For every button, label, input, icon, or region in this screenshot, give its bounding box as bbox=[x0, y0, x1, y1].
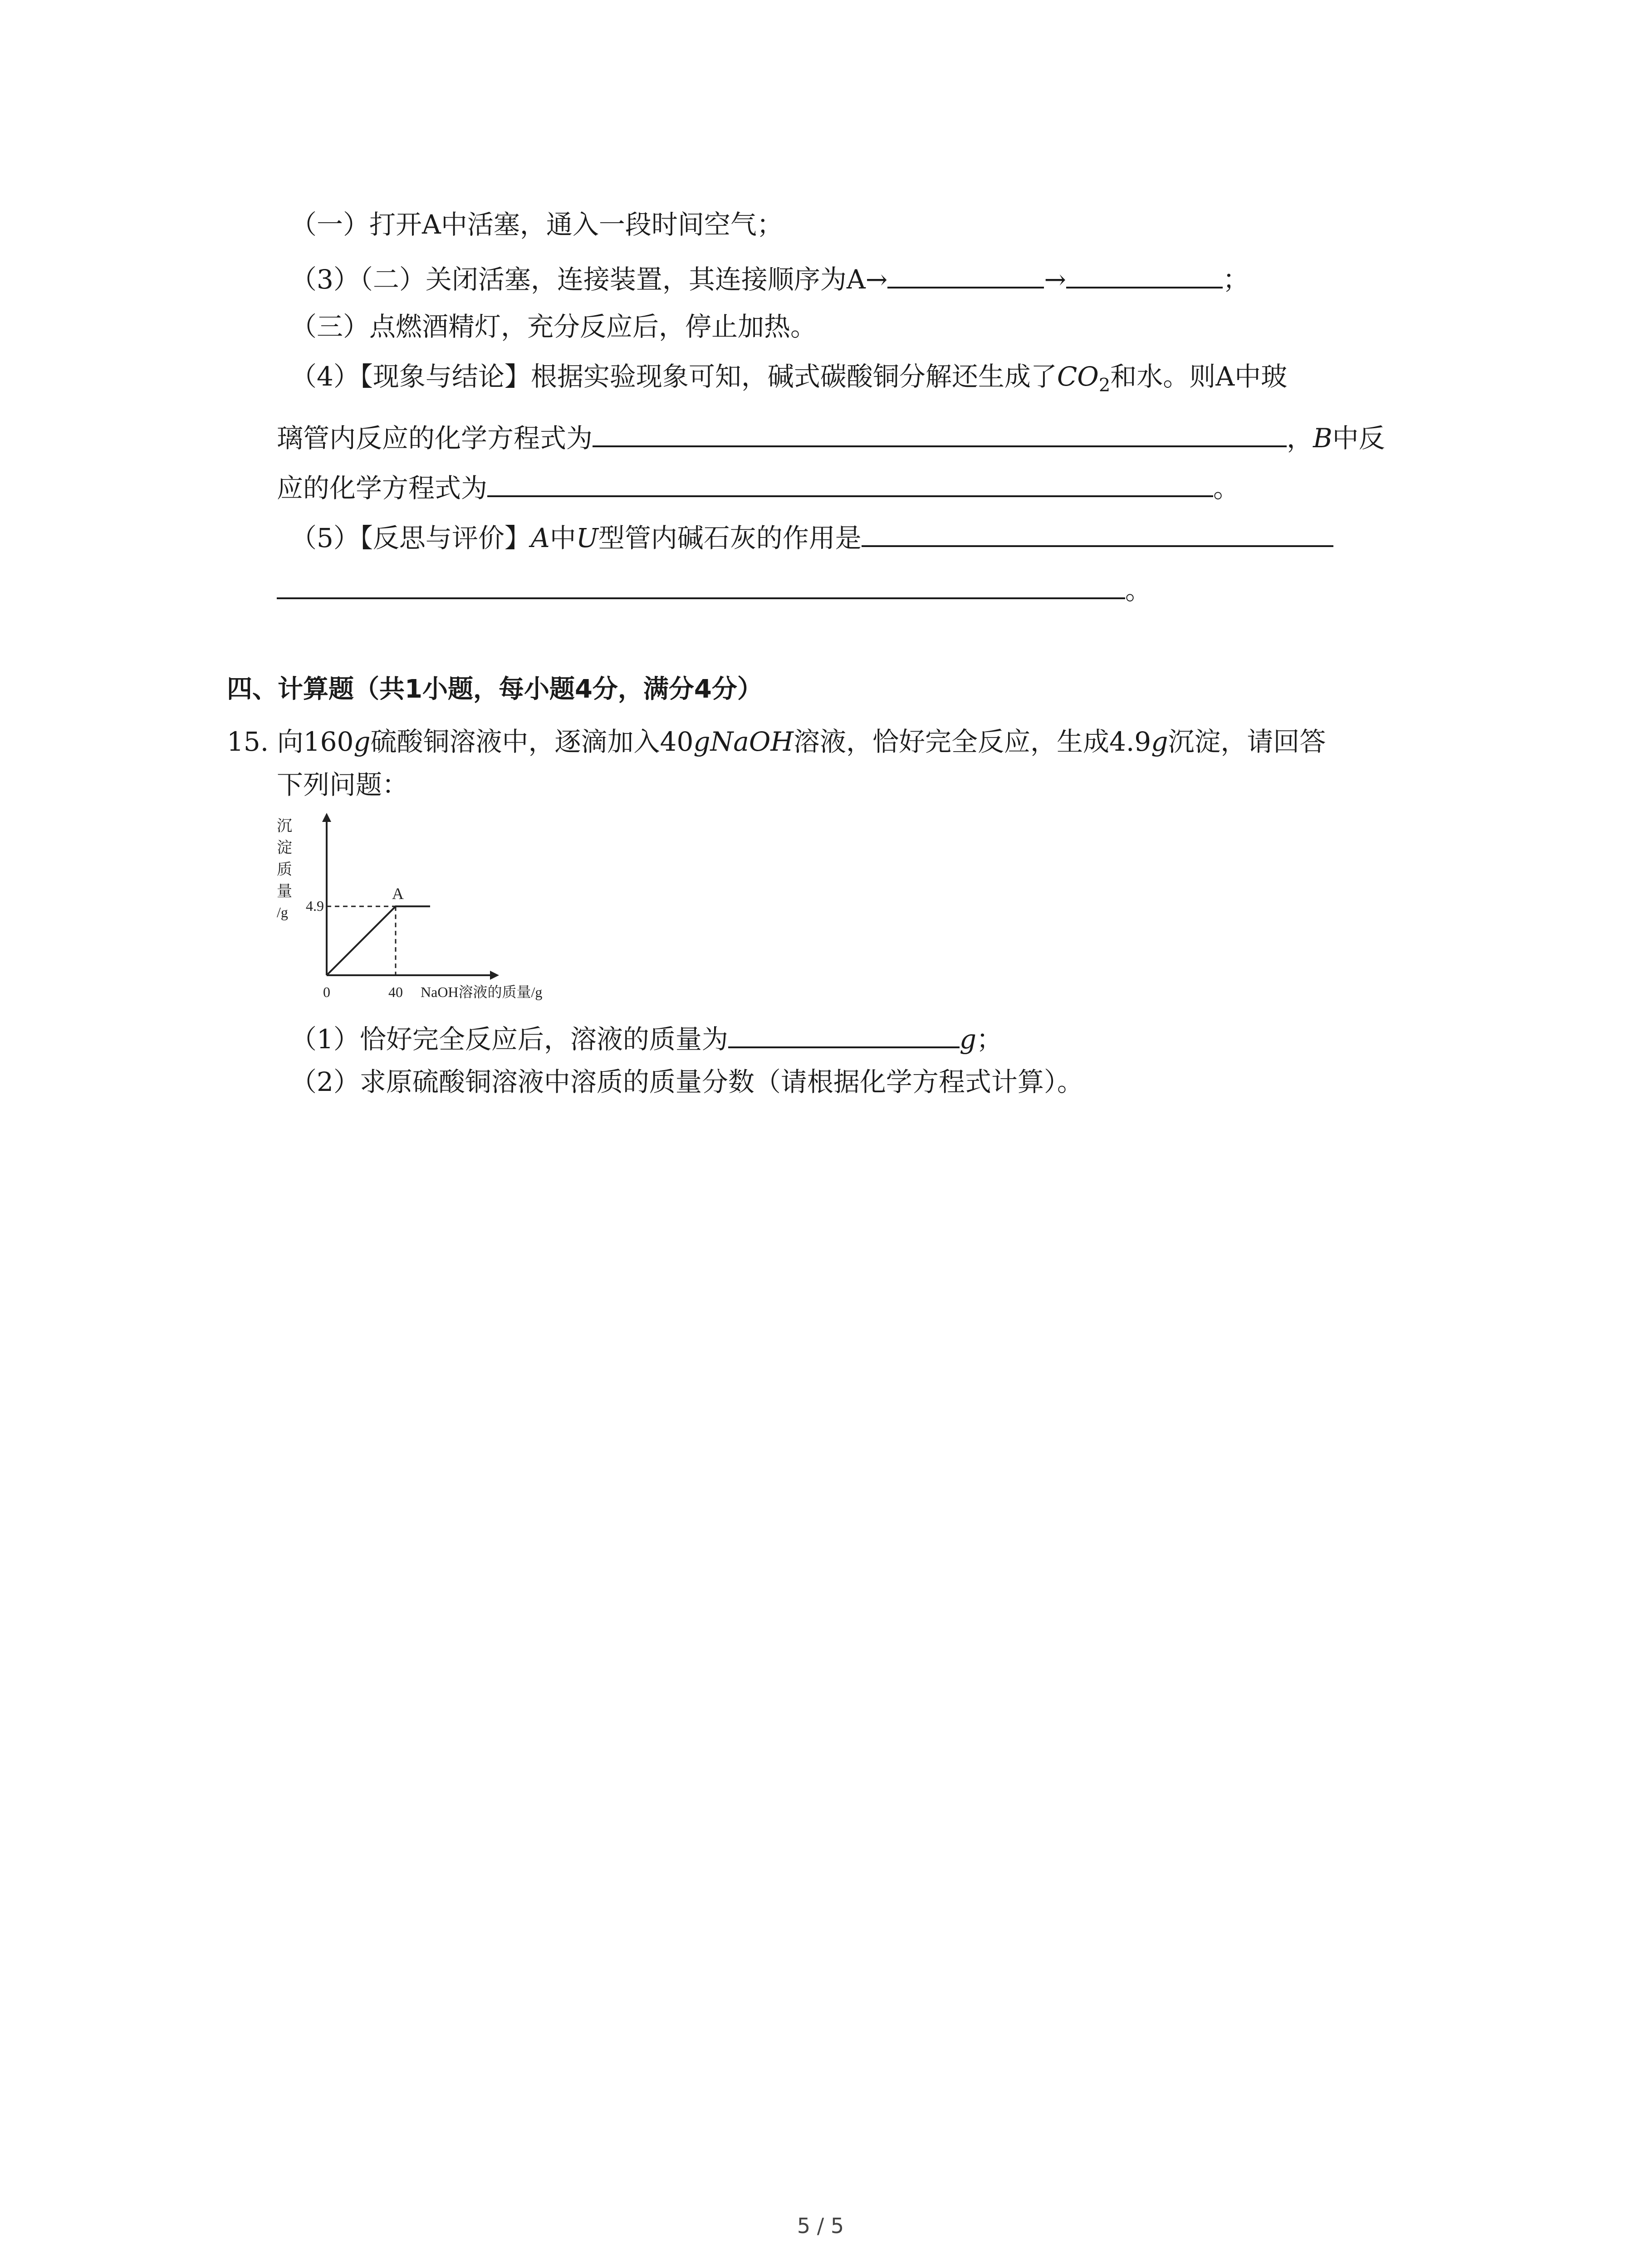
answer-blank-3b[interactable] bbox=[1066, 259, 1223, 288]
answer-blank-15-1[interactable] bbox=[728, 1018, 960, 1048]
answer-blank-5a[interactable] bbox=[862, 517, 1333, 547]
answer-blank-3a[interactable] bbox=[887, 259, 1044, 288]
precipitate-graph bbox=[272, 812, 617, 1002]
y-axis-label-5: /g bbox=[277, 904, 288, 920]
x-axis-arrow-icon bbox=[490, 971, 499, 980]
question-4-line-3: 应的化学方程式为 。 bbox=[277, 467, 1239, 506]
question-15-line-1: 15. 向160g硫酸铜溶液中，逐滴加入40gNaOH溶液，恰好完全反应，生成4.9g沉淀，请回答 bbox=[227, 726, 1326, 757]
point-label-A: A bbox=[392, 885, 404, 903]
section-4-heading: 四、计算题（共1小题，每小题4分，满分4分） bbox=[227, 675, 763, 704]
x-axis-label: NaOH溶液的质量/g bbox=[421, 984, 543, 1000]
page-number: 5 / 5 bbox=[797, 2214, 844, 2238]
answer-blank-4b[interactable] bbox=[487, 467, 1213, 497]
question-3-line: （3）（二）关闭活塞，连接装置，其连接顺序为A→ → ； bbox=[290, 259, 1249, 298]
y-axis-label-4: 量 bbox=[277, 883, 292, 900]
question-15-line-2: 下列问题： bbox=[277, 769, 409, 800]
x-tick-label-0: 0 bbox=[323, 984, 330, 1000]
y-axis-label-2: 淀 bbox=[277, 840, 292, 856]
step-3-line: （三）点燃酒精灯，充分反应后，停止加热。 bbox=[290, 311, 817, 342]
answer-blank-4a[interactable] bbox=[593, 417, 1287, 447]
question-5-line-2: 。 bbox=[277, 569, 1151, 608]
data-series-line bbox=[327, 906, 430, 975]
question-15-sub-1: （1）恰好完全反应后，溶液的质量为 g； bbox=[290, 1018, 1003, 1057]
y-axis-label-3: 质 bbox=[277, 861, 292, 878]
answer-blank-5b[interactable] bbox=[277, 569, 1125, 599]
y-axis-label-1: 沉 bbox=[277, 818, 292, 835]
question-4-line-2: 璃管内反应的化学方程式为 ，B中反 bbox=[277, 417, 1385, 456]
y-tick-label: 4.9 bbox=[306, 898, 324, 914]
x-tick-label-40: 40 bbox=[388, 984, 403, 1000]
y-axis-arrow-icon bbox=[322, 813, 331, 822]
step-1-line: （一）打开A中活塞，通入一段时间空气； bbox=[290, 209, 783, 240]
question-15-sub-2: （2）求原硫酸铜溶液中溶质的质量分数（请根据化学方程式计算）。 bbox=[290, 1066, 1083, 1097]
question-4-line-1: （4）【现象与结论】根据实验现象可知，碱式碳酸铜分解还生成了$CO_2$和水。则A中玻 bbox=[290, 361, 1288, 396]
question-5-line-1: （5）【反思与评价】A中U型管内碱石灰的作用是 bbox=[290, 517, 1333, 556]
